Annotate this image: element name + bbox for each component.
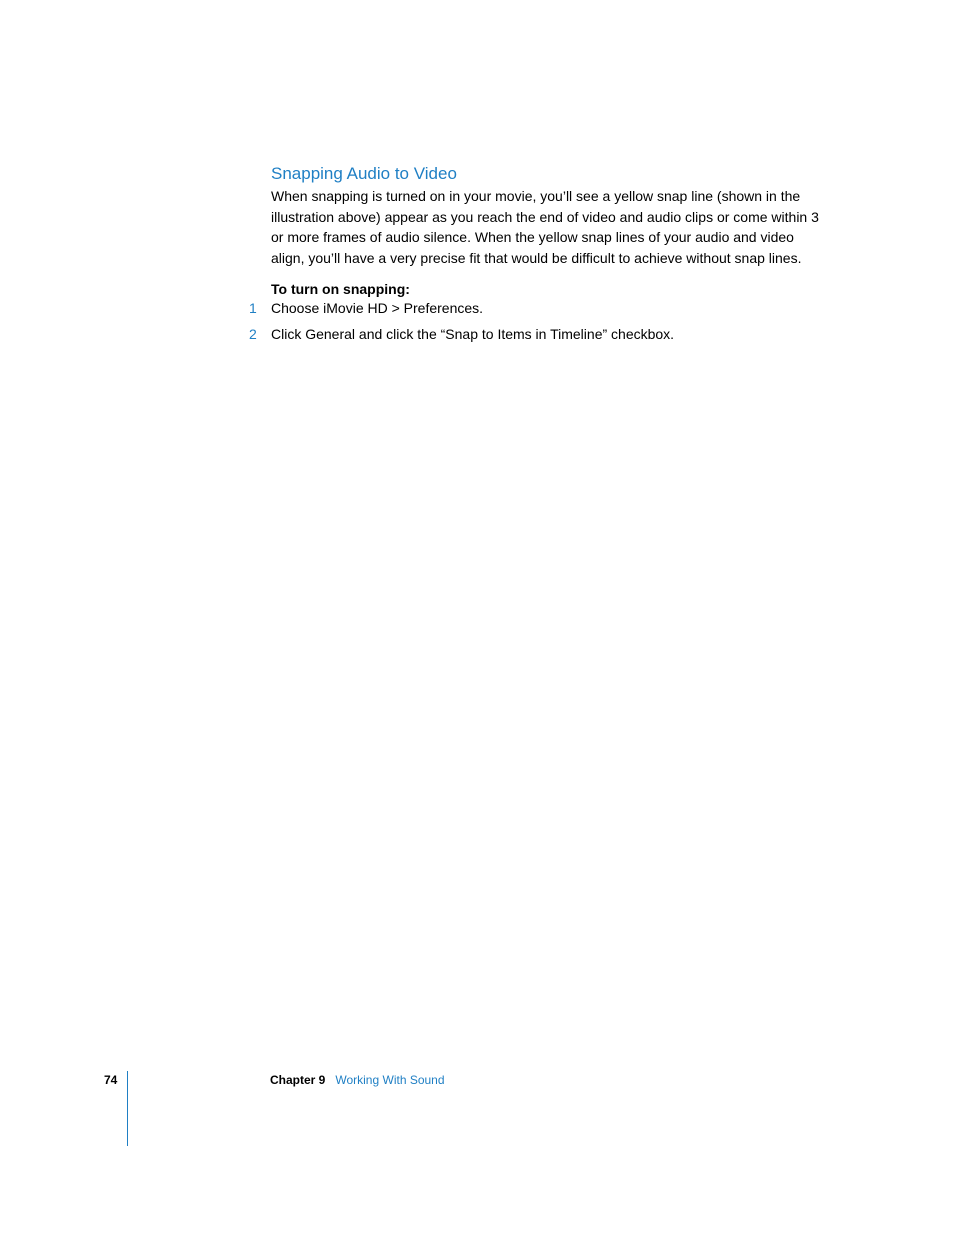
procedure-steps [249,298,849,344]
step-text: Click General and click the “Snap to Items in Timeline” checkbox. [271,326,675,342]
section-heading: Snapping Audio to Video [271,164,457,183]
footer-chapter [270,1072,445,1088]
procedure-title: To turn on snapping: [271,281,410,297]
section-body-paragraph: When snapping is turned on in your movie, you’ll see a yellow snap line (shown in the illustration above) appear as you reach the end of video and audio clips or come within 3 or more frames of audio silence. When the yellow snap lines of your audio and video align, you’ll have a very precise fit that would be difficult to achieve without snap lines. [271,188,819,266]
step-number: 2 [249,326,257,342]
step-text: Choose iMovie HD > Preferences. [271,300,484,316]
step-number: 1 [249,300,257,316]
content-section [271,162,831,268]
page-number: 74 [104,1073,118,1087]
footer-divider [127,1071,128,1146]
chapter-label: Chapter 9 [270,1073,326,1087]
procedure-step [249,324,849,344]
procedure-step [249,298,849,318]
chapter-title: Working With Sound [335,1073,445,1087]
